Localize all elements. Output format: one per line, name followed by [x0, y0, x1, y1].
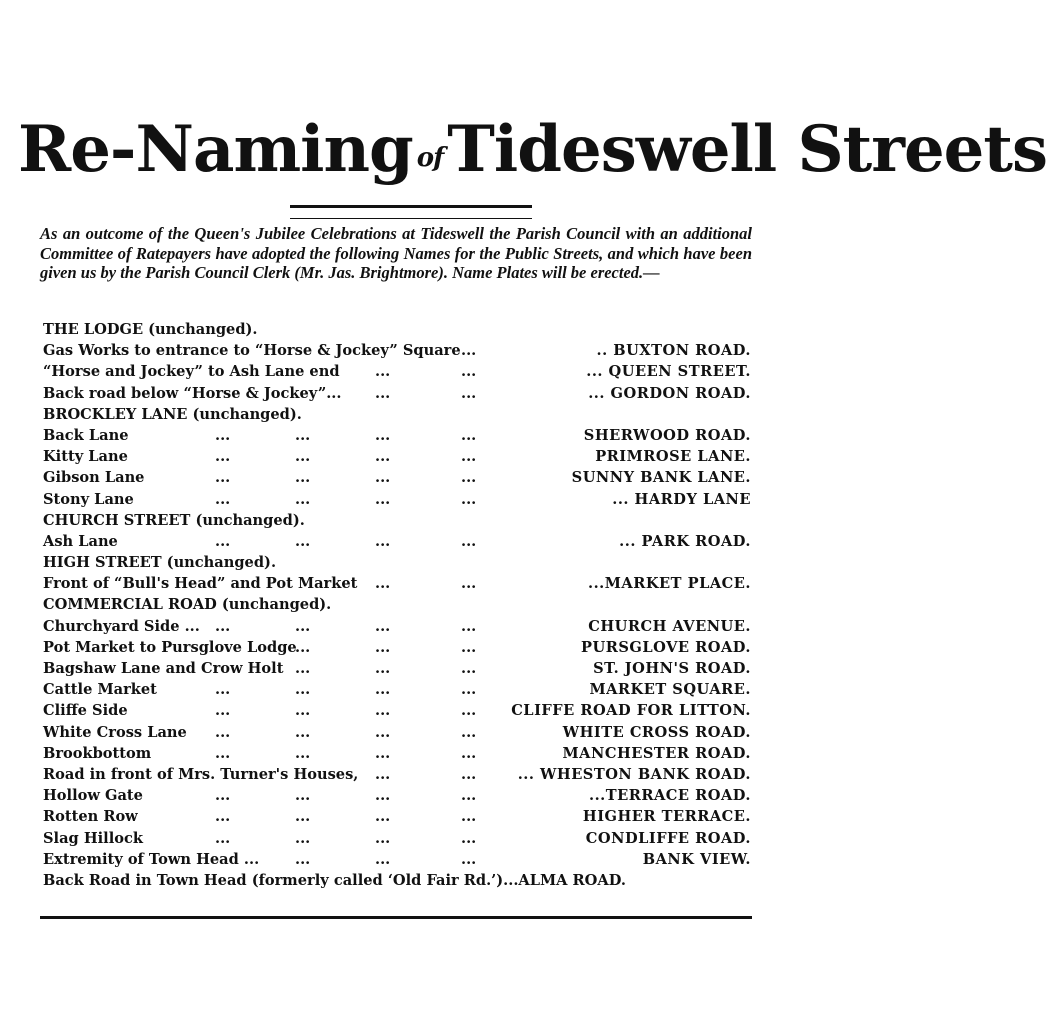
new-street-name: CHURCH AVENUE.	[588, 617, 751, 635]
list-row: Back road below “Horse & Jockey”... ... ... ... GORDON ROAD.	[43, 383, 755, 404]
old-street-name: Rotten Row	[43, 808, 138, 826]
old-street-name: White Cross Lane	[43, 723, 187, 741]
old-street-name: Gas Works to entrance to “Horse & Jockey” Square	[43, 342, 461, 360]
title-double-rule	[290, 205, 532, 219]
old-street-name: Gibson Lane	[43, 469, 145, 487]
new-street-name: BANK VIEW.	[642, 850, 751, 868]
list-row: Slag Hillock ... ... ... ... CONDLIFFE ROAD.	[43, 828, 755, 849]
old-street-name: THE LODGE (unchanged).	[43, 321, 258, 338]
list-row	[43, 594, 755, 615]
list-row: Cattle Market ... ... ... ... MARKET SQUARE.	[43, 679, 755, 700]
old-street-name: Churchyard Side ...	[43, 617, 200, 635]
old-street-name: CHURCH STREET (unchanged).	[43, 511, 305, 529]
list-row: Pot Market to Pursglove Lodge ... ... ... PURSGLOVE ROAD.	[43, 637, 755, 658]
old-street-name: “Horse and Jockey” to Ash Lane end	[43, 363, 340, 381]
list-row	[43, 319, 755, 340]
list-row: Extremity of Town Head ... ... ... ... BANK VIEW.	[43, 849, 755, 870]
new-street-name: ST. JOHN'S ROAD.	[593, 660, 751, 677]
list-row: Back Lane ... ... ... ... SHERWOOD ROAD.	[43, 425, 755, 446]
list-row: Gibson Lane ... ... ... ... SUNNY BANK LANE.	[43, 467, 755, 488]
title-part-2: Tideswell Streets	[447, 112, 1047, 187]
new-street-name: ... WHESTON BANK ROAD.	[517, 765, 751, 783]
list-row: Churchyard Side ... ... ... ... ... CHURCH AVENUE.	[43, 616, 755, 637]
list-row	[43, 870, 755, 891]
new-street-name: ... HARDY LANE	[612, 490, 751, 508]
new-street-name: PRIMROSE LANE.	[595, 448, 751, 466]
old-street-name: Ash Lane	[43, 532, 118, 550]
page-title	[18, 112, 1047, 187]
old-street-name: Hollow Gate	[43, 787, 143, 805]
old-street-name: COMMERCIAL ROAD (unchanged).	[43, 596, 332, 614]
list-row: White Cross Lane ... ... ... ... WHITE CROSS ROAD.	[43, 722, 755, 743]
old-street-name: Front of “Bull's Head” and Pot Market	[43, 575, 358, 593]
list-row: Bagshaw Lane and Crow Holt ... ... ... ST. JOHN'S ROAD.	[43, 658, 755, 679]
list-row: Gas Works to entrance to “Horse & Jockey” Square ... .. BUXTON ROAD.	[43, 340, 755, 361]
new-street-name: ... QUEEN STREET.	[586, 363, 751, 381]
title-of: of	[416, 142, 444, 173]
old-street-name: Brookbottom	[43, 744, 152, 762]
old-street-name: Slag Hillock	[43, 829, 143, 847]
new-street-name: CLIFFE ROAD FOR LITTON.	[511, 702, 751, 720]
old-street-name: Kitty Lane	[43, 448, 128, 466]
new-street-name: SUNNY BANK LANE.	[571, 469, 751, 487]
list-row: “Horse and Jockey” to Ash Lane end ... ... ... QUEEN STREET.	[43, 361, 755, 382]
new-street-name: .. BUXTON ROAD.	[596, 342, 751, 360]
old-street-name: Road in front of Mrs. Turner's Houses,	[43, 765, 359, 783]
new-street-name: ...TERRACE ROAD.	[588, 787, 751, 805]
list-row	[43, 510, 755, 531]
new-street-name: WHITE CROSS ROAD.	[562, 723, 751, 741]
old-street-name: Bagshaw Lane and Crow Holt	[43, 660, 284, 677]
old-street-name: Pot Market to Pursglove Lodge	[43, 638, 297, 656]
old-street-name: HIGH STREET (unchanged).	[43, 554, 277, 572]
old-street-name: BROCKLEY LANE (unchanged).	[43, 405, 302, 423]
old-street-name: Cliffe Side	[43, 702, 128, 720]
list-row: Brookbottom ... ... ... ... MANCHESTER ROAD.	[43, 743, 755, 764]
list-row: Road in front of Mrs. Turner's Houses, ... ... ... WHESTON BANK ROAD.	[43, 764, 755, 785]
new-street-name: MARKET SQUARE.	[589, 681, 751, 699]
old-street-name: Extremity of Town Head ...	[43, 850, 260, 868]
list-row: Stony Lane ... ... ... ... ... HARDY LANE	[43, 489, 755, 510]
new-street-name: ... GORDON ROAD.	[588, 384, 751, 402]
old-street-name: Back road below “Horse & Jockey”...	[43, 384, 342, 402]
new-street-name: ... PARK ROAD.	[619, 532, 751, 550]
list-row	[43, 404, 755, 425]
list-row: Hollow Gate ... ... ... ... ...TERRACE ROAD.	[43, 785, 755, 806]
list-row: Ash Lane ... ... ... ... ... PARK ROAD.	[43, 531, 755, 552]
list-row: Cliffe Side ... ... ... ... CLIFFE ROAD FOR LITTON.	[43, 700, 755, 721]
new-street-name: CONDLIFFE ROAD.	[585, 829, 751, 847]
old-street-name: Cattle Market	[43, 681, 157, 699]
new-street-name: PURSGLOVE ROAD.	[581, 638, 751, 656]
list-row: Rotten Row ... ... ... ... HIGHER TERRACE.	[43, 806, 755, 827]
new-street-name: SHERWOOD ROAD.	[583, 426, 751, 444]
list-row	[43, 552, 755, 573]
list-row: Front of “Bull's Head” and Pot Market ... ... ...MARKET PLACE.	[43, 573, 755, 594]
street-name-list	[43, 319, 755, 891]
list-row: Kitty Lane ... ... ... ... PRIMROSE LANE.	[43, 446, 755, 467]
old-street-name: Back Lane	[43, 426, 129, 444]
new-street-name: MANCHESTER ROAD.	[562, 744, 751, 762]
bottom-rule	[40, 916, 752, 919]
new-street-name: HIGHER TERRACE.	[582, 808, 751, 826]
intro-paragraph: As an outcome of the Queen's Jubilee Celebrations at Tideswell the Parish Council with an additional Committee of Ratepayers have adopted the following Names for the Public Streets, and which have been given us by the Parish Council Clerk (Mr. Jas. Brightmore). Name Plates will be erected.—	[40, 224, 752, 282]
old-street-name: Stony Lane	[43, 490, 134, 508]
new-street-name: ...MARKET PLACE.	[588, 575, 751, 593]
title-part-1: Re-Naming	[18, 112, 413, 187]
old-street-name: Back Road in Town Head (formerly called ‘Old Fair Rd.’)...ALMA ROAD.	[43, 871, 626, 889]
